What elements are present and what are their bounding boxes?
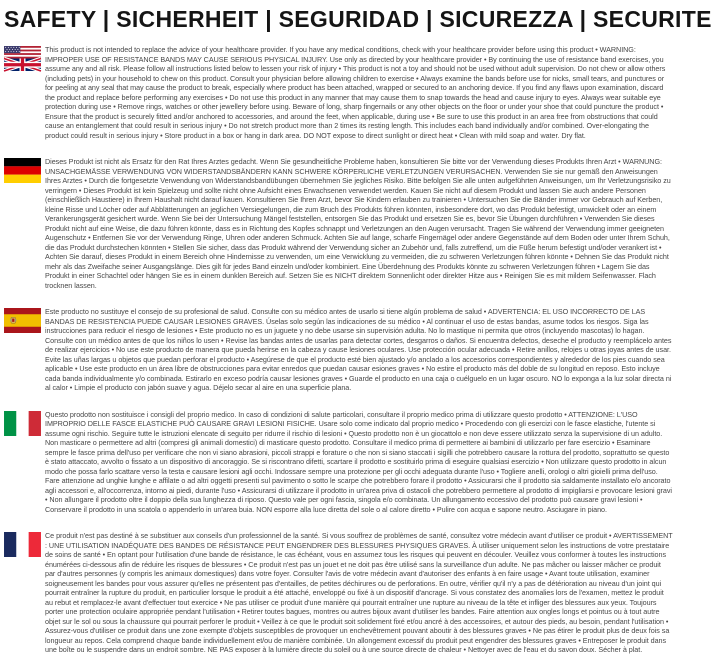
safety-text-german: Dieses Produkt ist nicht als Ersatz für den Rat Ihres Arztes gedacht. Wenn Sie gesundheitliche Probleme haben, konsultieren Sie bitte vor der Verwendung dieses Produkts Ihren Arzt • WARNUNG: UNSACHGEMÄSSE VERWENDUNG VON WIDERSTANDSBÄNDERN KANN SCHWERE KÖRPERLICHE VERLETZUNGEN VERURSACHEN. Verwenden Sie sie nur gemäß den Anweisungen Ihres Arztes • Durch die fortgesetzte Verwendung von Widerstandsbandübungen übernehmen Sie jegliches Risiko. Bitte befolgen Sie alle unten aufgeführten Anweisungen, um Ihr Verletzungsrisiko zu verringern • Dieses Produkt ist kein Spielzeug und sollte nicht ohne Aufsicht eines Erwachsenen verwendet werden. Kauen Sie nicht auf diesem Produkt und lassen Sie auch andere Personen (einschließlich Haustiere) in Ihrem Haushalt nicht darauf kauen. Konsultieren Sie Ihren Arzt, bevor Sie Kindern erlauben zu trainieren • Untersuchen Sie die Bänder immer vor Gebrauch auf Kerben, kleine Risse und Löcher oder auf Abblätterungen an jeglichen Versiegelungen, die zum Bruch des Produkts führen könnten, insbesondere dort, wo das Produkt befestigt, umwickelt oder an einem Verankerungsgerät gesichert wurde. Wenn Sie bei der Untersuchung Mängel feststellen, entsorgen Sie das Produkt und ersetzen Sie es, bevor Sie Übungen durchführen • Verwenden Sie dieses Produkt nicht auf eine Weise, die dazu führen könnte, dass es in Richtung des Kopfes schnappt und Verletzungen an den Augen verursacht. Tragen Sie während der Verwendung immer geeigneten Augenschutz • Entfernen Sie vor der Verwendung Ringe, Uhren oder anderen Schmuck. Achten Sie auf lange, scharfe Fingernägel oder andere Gegenstände auf dem Boden oder unter Ihrem Schuh, die das Produkt durchstechen könnten • Stellen Sie sicher, dass das Produkt während der Verwendung sicher an Zubehör und, falls zutreffend, um die Füße herum befestigt und/oder verankert ist • Achten Sie darauf, dieses Produkt in einem Bereich ohne Hindernisse zu verwenden, um eine Verwicklung zu vermeiden, die zu schweren Verletzungen führen könnte • Dehnen Sie das Produkt nicht mehr als das Zweifache seiner Ausgangslänge. Dies gilt für jedes Band einzeln und/oder kombiniert. Eine Überdehnung des Produkts könnte zu schweren Verletzungen führen • Lagern Sie das Produkt in einer Schachtel oder hängen Sie es in einem dunklen Bereich auf. Setzen Sie es NICHT direktem Sonnenlicht oder direkter Hitze aus • Reinigen Sie es mit mildem Seifenwasser. Flach trocknen lassen. bbox=[45, 157, 671, 290]
italy-flag-icon bbox=[4, 410, 45, 436]
page-title: SAFETY | SICHERHEIT | SEGURIDAD | SICUREZZA | SECURITE bbox=[4, 6, 712, 32]
language-section-french bbox=[4, 531, 673, 655]
language-section-english bbox=[4, 45, 673, 140]
spain-flag-icon bbox=[4, 307, 45, 333]
us-uk-flag-icon bbox=[4, 45, 45, 71]
safety-text-italian: Questo prodotto non sostituisce i consigli del proprio medico. In caso di condizioni di salute particolari, consultare il proprio medico prima di utilizzare questo prodotto • ATTENZIONE: L'USO IMPROPRIO DELLE FASCE ELASTICHE PUÒ CAUSARE GRAVI LESIONI FISICHE. Usare solo come indicato dal proprio medico • Procedendo con gli esercizi con le fasce elastiche, l'utente si assume ogni rischio. Seguire tutte le istruzioni elencate di seguito per ridurre il rischio di lesioni • Questo prodotto non è un giocattolo e non deve essere utilizzato senza la supervisione di un adulto. Non masticare o permettere ad altri (compresi gli animali domestici) di masticare questo prodotto. Consultare il medico prima di permettere ai bambini di utilizzarlo per fare esercizio • Esaminare sempre le fasce prima dell'uso per verificare che non vi siano abrasioni, piccoli strappi e forature o che non si siano staccati i sigilli che potrebbero causare la rottura del prodotto, soprattutto se questo è stato attaccato, avvolto o fissato a un dispositivo di ancoraggio. Se si riscontrano difetti, scartare il prodotto e sostituirlo prima di eseguire qualsiasi esercizio • Non utilizzare questo prodotto in alcun modo che possa farlo scattare verso la testa e causare lesioni agli occhi. Indossare sempre una protezione per gli occhi adeguata durante l'uso • Togliere anelli, orologi o altri gioielli prima dell'uso. Fare attenzione ad unghie lunghe e affilate o ad altri oggetti presenti sul pavimento o sotto le scarpe che potrebbero forare il prodotto • Assicurarsi che il prodotto sia saldamente installato e/o ancorato agli accessori e, all'occorrenza, intorno ai piedi, durante l'uso • Assicurarsi di utilizzare il prodotto in un'area priva di ostacoli che potrebbero permettere al prodotto di impigliarsi e provocare lesioni gravi • Non allungare il prodotto oltre il doppio della sua lunghezza di riposo. Questo vale per ogni fascia, singola e/o combinata. Un allungamento eccessivo del prodotto può causare gravi lesioni • Conservare il prodotto in una scatola o appenderlo in un'area buia. NON esporre alla luce diretta del sole o al calore diretto • Pulire con acqua e sapone neutro. Asciugare in piano. bbox=[45, 409, 672, 514]
language-section-spanish bbox=[4, 307, 673, 393]
safety-text-english: This product is not intended to replace the advice of your healthcare provider. If you have any medical conditions, check with your healthcare provider before using this product • WARNING: IMPROPER USE OF RESISTANCE BANDS MAY CAUSE SERIOUS PHYSICAL INJURY. Use only as directed by your healthcare provider • By continuing the use of resistance band exercises, you assume any and all risk. Please follow all instructions listed below to lessen your risk of injury • This product is not a toy and should not be used without adult supervision. Do not chew or allow others (including pets) in your household to chew on this product. Consult your physician before allowing children to exercise • Always examine the bands before use for nicks, small tears, and punctures or for peeling at any seal that may cause the product to break, especially where product has been attached, wrapped or secured to an anchoring device. If you find any flaws upon examination, discard the product and replace before performing any exercises • Do not use this product in any manner that may cause them to snap towards the head and cause injury to eyes. Always wear suitable eye protection during use • Remove rings, watches or other jewellery before using. Beware of long, sharp fingernails or any other objects on the floor or under your shoe that could puncture the product • Ensure that the product is securely fitted and/or anchored to accessories, and around the feet, when applicable, during use • Be sure to use this product in an area free from obstructions that could cause an entanglement that could result in serious injury • Do not stretch product more than 2 times its resting length. This includes each band individually and/or combined. Over-elongating the product could result in serious injury • Store product in a box or hang in dark area. DO NOT expose to direct sunlight or direct heat • Clean with mild soap and water. Dry flat. bbox=[45, 45, 666, 140]
language-section-german bbox=[4, 157, 673, 290]
language-section-italian bbox=[4, 410, 673, 515]
germany-flag-icon bbox=[4, 157, 45, 183]
france-flag-icon bbox=[4, 531, 45, 557]
safety-text-spanish: Este producto no sustituye el consejo de su profesional de salud. Consulte con su médico antes de usarlo si tiene algún problema de salud • ADVERTENCIA: EL USO INCORRECTO DE LAS BANDAS DE RESISTENCIA PUEDE CAUSAR LESIONES GRAVES. Úselas solo según las indicaciones de su médico • Al continuar el uso de estas bandas, asume todos los riesgos. Siga las instrucciones para reducir el riesgo de lesiones • Este producto no es un juguete y no debe usarse sin supervisión adulta. No lo mastique ni permita que otros (incluyendo mascotas) lo hagan. Consulte con un médico antes de que los niños lo usen • Revise las bandas antes de usarlas para detectar cortes, desgarros o daños. Si encuentra defectos, deseche el producto y reemplácelo antes de realizar ejercicios • No use este producto de manera que pueda herirse en la cabeza y cause lesiones oculares. Use protección ocular adecuada • Retire anillos, relojes u otras joyas antes de usar. Evite las uñas largas u objetos que puedan perforar el producto • Asegúrese de que el producto esté bien ajustado y/o anclado a los accesorios correspondientes y alrededor de los pies cuando sea aplicable • Use este producto en un área libre de obstrucciones para evitar enredos que puedan causar esiones graves • No estire el producto más del doble de su longitud en reposo. Esto incluye cada banda individualmente y/o combinada. Estirarlo en exceso podría causar lesiones graves • Guarde el producto en una caja o cuélguelo en un lugar oscuro. NO lo exponga a la luz solar directa ni al calor • Limpie el producto con jabón suave y agua. Déjelo secar al aire en una superficie plana. bbox=[45, 307, 672, 392]
safety-text-french: Ce produit n'est pas destiné à se substituer aux conseils d'un professionnel de la santé. Si vous souffrez de problèmes de santé, consultez votre médecin avant d'utiliser ce produit • AVERTISSEMENT : UNE UTILISATION INADÉQUATE DES BANDES DE RÉSISTANCE PEUT ENGENDRER DES BLESSURES PHYSIQUES GRAVES. À utiliser uniquement selon les instructions de votre prestataire de soins de santé • En optant pour l'utilisation d'une bande de résistance, le cas échéant, vous en assumez tous les risques qui peuvent en découler. Veuillez vous conformer à toutes les instructions énumérées ci-dessous afin de réduire les risques de blessures • Ce produit n'est pas un jouet et ne doit pas être utilisé sans la surveillance d'un adulte. Ne pas mâcher ou laisser mâcher ce produit par d'autres personnes (y compris les animaux domestiques) dans votre foyer. Consulter l'avis de votre médecin avant d'autoriser des enfants à en faire usage • Avant toute utilisation, examiner soigneusement les bandes pour vous assurer qu'elles ne présentent pas d'entailles, de petites déchirures ou de perforations. En outre, vérifier qu'il n'y a pas de détérioration au niveau d'un joint qui pourrait entraîner la rupture du produit, en particulier lorsque le produit a été attaché, enveloppé ou fixé à un dispositif d'ancrage. Si vous constatez des anomalies lors de l'examen, mettez le produit au rebut et remplacez-le avant d'effectuer tout exercice • Ne pas utiliser ce produit d'une manière qui pourrait entraîner une rupture au niveau de la tête et infliger des blessures aux yeux. Toujours porter une protection oculaire appropriée pendant l'utilisation • Retirer toutes bagues, montres ou autres bijoux avant d'utiliser les bandes. Faire attention aux ongles longs et pointus ou à tout autre objet sur le sol ou sous la chaussure qui pourrait perforer le produit • Veillez à ce que le produit soit solidement fixé et/ou ancré à des accessoires, et autour des pieds, au besoin, pendant l'utilisation • Assurez-vous d'utiliser ce produit dans une zone exempte d'objets susceptibles de provoquer un enchevêtrement pouvant aboutir à des blessures graves • Ne pas étirer le produit plus de deux fois sa longueur au repos. Cela comprend chaque bande individuellement et/ou de manière combinée. Un allongement excessif du produit peut engendrer des blessures graves • Entreposer le produit dans une boîte ou le suspendre dans un endroit sombre. NE PAS exposer à la lumière directe du soleil ou à une source directe de chaleur • Nettoyer avec de l'eau et du savon doux. Sécher à plat. bbox=[45, 531, 673, 654]
